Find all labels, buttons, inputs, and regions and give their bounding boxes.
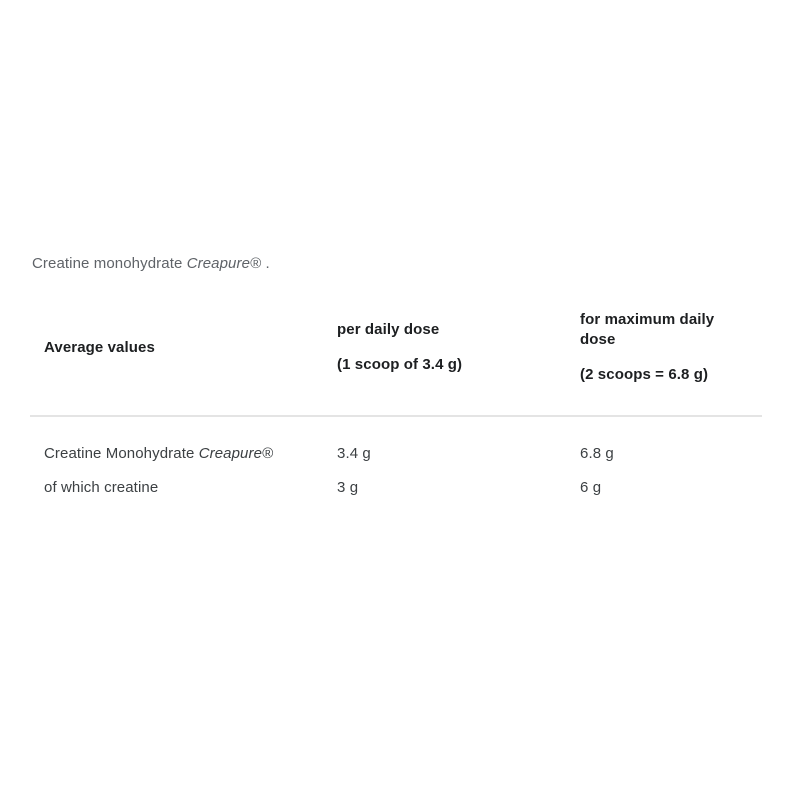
- header-per-daily-dose-line2: (1 scoop of 3.4 g): [337, 356, 463, 373]
- nutrient-brand-name: Creapure®: [198, 445, 274, 462]
- header-average-values: [30, 305, 323, 416]
- table-row: [30, 416, 762, 471]
- nutrient-name-prefix: of which creatine: [44, 479, 159, 496]
- nutrition-table-body: [30, 416, 762, 505]
- per-dose-value: 3.4 g: [337, 445, 371, 462]
- header-max-daily-dose-line2: (2 scoops = 6.8 g): [580, 366, 709, 383]
- nutrient-name-cell: [30, 416, 323, 471]
- intro-text-suffix: .: [261, 255, 270, 272]
- header-average-values-label: Average values: [44, 338, 155, 356]
- intro-brand-name: Creapure®: [186, 255, 262, 272]
- max-dose-value: 6.8 g: [580, 445, 614, 462]
- nutrition-table: [30, 305, 762, 505]
- product-intro-text: [0, 0, 800, 276]
- header-max-daily-dose: [566, 305, 762, 416]
- per-dose-value: 3 g: [337, 479, 359, 496]
- header-max-daily-dose-line1: for maximum daily dose: [580, 311, 715, 348]
- nutrient-name-cell: [30, 471, 323, 505]
- nutrition-table-header: [30, 305, 762, 416]
- intro-text-prefix: Creatine monohydrate: [32, 255, 187, 272]
- nutrient-name-prefix: Creatine Monohydrate: [44, 445, 199, 462]
- table-row: [30, 471, 762, 505]
- max-dose-value: 6 g: [580, 479, 602, 496]
- header-row: [30, 305, 762, 416]
- header-per-daily-dose: [323, 305, 566, 416]
- header-per-daily-dose-line1: per daily dose: [337, 321, 440, 338]
